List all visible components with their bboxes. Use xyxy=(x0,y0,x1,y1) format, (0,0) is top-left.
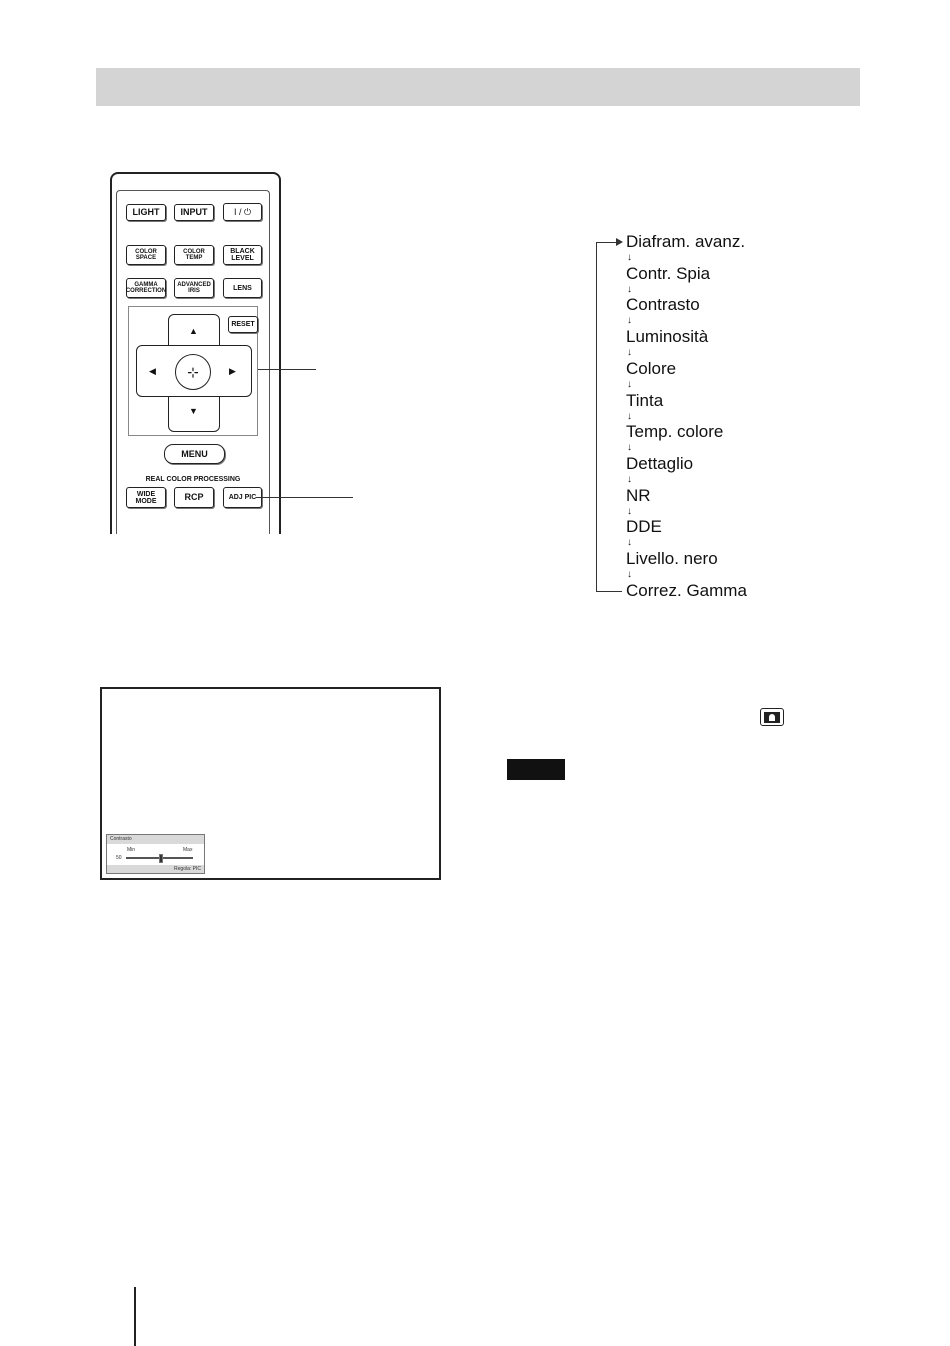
osd-min-label: Min xyxy=(127,847,136,853)
osd-footer: Regola: PIC xyxy=(107,865,204,873)
down-arrow-icon: ↓ xyxy=(627,252,632,263)
down-arrow-icon: ↓ xyxy=(627,505,632,517)
cycle-arrowhead-icon xyxy=(616,238,623,246)
down-arrow-icon: ↓ xyxy=(627,569,632,580)
cycle-item: Correz. Gamma xyxy=(626,580,747,600)
cycle-bracket-top xyxy=(596,242,618,243)
input-button[interactable]: INPUT xyxy=(174,204,214,221)
osd-title: Contrasto xyxy=(107,835,204,844)
cycle-item: DDE xyxy=(626,517,662,537)
cycle-item: Contr. Spia xyxy=(626,263,711,283)
down-arrow-icon: ↓ xyxy=(627,537,632,549)
left-arrow-icon[interactable]: ◀ xyxy=(149,366,156,376)
menu-button[interactable]: MENU xyxy=(164,444,225,464)
cycle-item: Colore xyxy=(626,358,677,378)
cycle-bracket-line xyxy=(596,242,597,592)
up-arrow-icon[interactable]: ▲ xyxy=(189,326,198,336)
real-color-processing-label: REAL COLOR PROCESSING xyxy=(145,476,241,483)
osd-value: 50 xyxy=(116,855,122,861)
dpad-callout-line xyxy=(258,369,316,370)
down-arrow-icon: ↓ xyxy=(627,347,632,359)
osd-max-label: Max xyxy=(183,847,193,853)
down-arrow-icon: ↓ xyxy=(627,442,632,454)
adj-pic-button[interactable]: ADJ PIC xyxy=(223,487,262,508)
power-button[interactable]: I / ⏻ xyxy=(223,203,262,221)
black-level-button[interactable]: BLACK LEVEL xyxy=(223,245,262,265)
down-arrow-icon: ↓ xyxy=(627,315,632,327)
cycle-item: NR xyxy=(626,485,651,505)
cycle-bracket-bottom xyxy=(596,591,622,592)
osd-adjust-window xyxy=(106,834,205,874)
enter-crosshair-icon[interactable]: ⊹ xyxy=(175,354,211,390)
reset-button[interactable]: RESET xyxy=(228,316,258,333)
rcp-button[interactable]: RCP xyxy=(174,487,214,508)
color-temp-button[interactable]: COLOR TEMP xyxy=(174,245,214,265)
advanced-iris-button[interactable]: ADVANCED IRIS xyxy=(174,278,214,298)
right-arrow-icon[interactable]: ▶ xyxy=(229,366,236,376)
cycle-item: Livello. nero xyxy=(626,549,718,568)
cycle-item: Diafram. avanz. xyxy=(626,232,746,251)
adj-pic-callout-line xyxy=(256,497,353,498)
picture-mode-icon xyxy=(760,708,784,726)
color-space-button[interactable]: COLOR SPACE xyxy=(126,245,166,265)
cycle-item: Contrasto xyxy=(626,295,700,315)
cycle-item: Temp. colore xyxy=(626,422,724,442)
cycle-item: Luminosità xyxy=(626,327,709,347)
osd-slider-knob xyxy=(159,854,163,863)
wide-mode-button[interactable]: WIDE MODE xyxy=(126,487,166,508)
gamma-correction-button[interactable]: GAMMA CORRECTION xyxy=(126,278,166,298)
down-arrow-icon[interactable]: ▼ xyxy=(189,406,198,416)
down-arrow-icon: ↓ xyxy=(627,378,632,390)
cycle-item: Dettaglio xyxy=(626,453,694,473)
down-arrow-icon: ↓ xyxy=(627,473,632,485)
down-arrow-icon: ↓ xyxy=(627,283,632,295)
lens-button[interactable]: LENS xyxy=(223,278,262,298)
page-margin-rule xyxy=(134,1287,136,1346)
cycle-item: Tinta xyxy=(626,390,664,410)
down-arrow-icon: ↓ xyxy=(627,410,632,422)
note-label-box xyxy=(507,759,565,780)
light-button[interactable]: LIGHT xyxy=(126,204,166,221)
section-header-bar xyxy=(96,68,860,106)
